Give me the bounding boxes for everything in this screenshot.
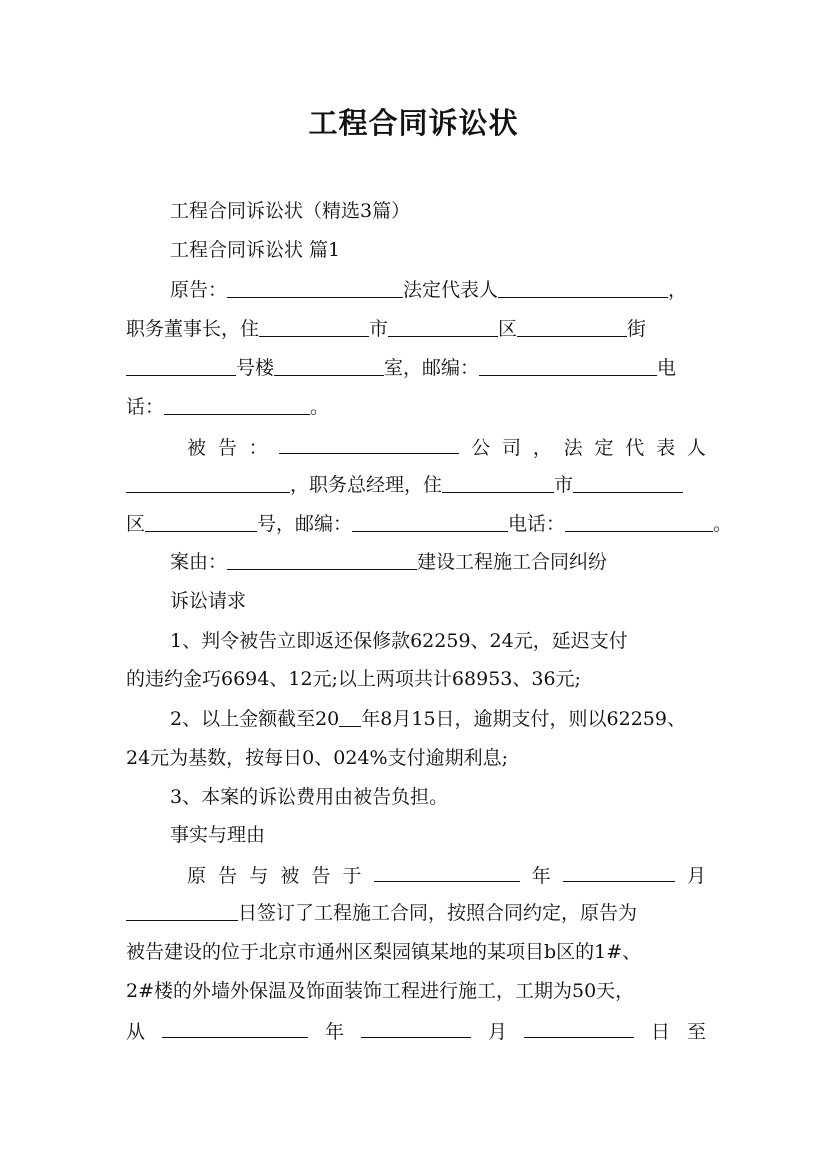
- rep-label: 表: [656, 437, 676, 459]
- defendant-label: 告: [217, 437, 237, 459]
- blank: [274, 355, 384, 376]
- street-label: 街: [627, 318, 647, 340]
- blank: [524, 1017, 634, 1038]
- rep-label: 法: [563, 437, 583, 459]
- year-label: 年: [531, 865, 551, 887]
- facts-heading: 事实与理由: [170, 824, 266, 846]
- month-label: 月: [686, 865, 706, 887]
- building-label: 号楼: [236, 357, 275, 379]
- claim-1-line-2: 的违约金巧6694、12元;以上两项共计68953、36元;: [126, 668, 581, 690]
- company-label: 司: [502, 437, 522, 459]
- blank: [565, 511, 713, 532]
- blank: [164, 394, 310, 415]
- defendant-line-1: [187, 433, 706, 461]
- day-label: 日: [650, 1021, 670, 1043]
- defendant-line-2: [126, 472, 706, 498]
- facts-text: 从: [126, 1021, 146, 1043]
- punctuation: ，: [668, 279, 688, 301]
- tel-label: 话：: [126, 396, 165, 418]
- defendant-line-3: [126, 511, 733, 537]
- punctuation: 。: [310, 396, 330, 418]
- plaintiff-line-3: [126, 355, 706, 381]
- blank: [388, 316, 498, 337]
- blank: [162, 1017, 308, 1038]
- plaintiff-line-2: [126, 316, 706, 342]
- claim-3-line: 3、本案的诉讼费用由被告负担。: [170, 786, 449, 808]
- claim-1-line-1: 1、判令被告立即返还保修款62259、24元，延迟支付: [170, 630, 628, 652]
- blank: [145, 511, 257, 532]
- facts-line-2: [126, 900, 706, 926]
- plaintiff-rep-blank: [498, 277, 668, 298]
- defendant-rep-blank: [126, 472, 290, 493]
- facts-line-5: [126, 1017, 706, 1045]
- subtitle: 工程合同诉讼状（精选3篇）: [170, 200, 411, 222]
- plaintiff-label: 原告：: [170, 279, 228, 301]
- month-label: 月: [487, 1021, 507, 1043]
- plaintiff-line-4: [126, 394, 706, 420]
- district-label: 区: [498, 318, 518, 340]
- claims-heading: 诉讼请求: [170, 590, 247, 612]
- blank: [563, 861, 675, 882]
- claim-2-text: 年8月15日，逾期支付，则以62259、: [361, 708, 686, 730]
- tel-label: 电话：: [508, 513, 566, 535]
- city-label: 市: [554, 474, 574, 496]
- cause-text: 建设工程施工合同纠纷: [417, 551, 608, 573]
- facts-text: 原: [187, 865, 207, 887]
- defendant-label: 被: [187, 437, 207, 459]
- blank: [517, 316, 627, 337]
- facts-text: 告: [311, 865, 331, 887]
- rep-label: 人: [686, 437, 706, 459]
- facts-line-4: 2#楼的外墙外保温及饰面装饰工程进行施工，工期为50天，: [126, 980, 635, 1002]
- punctuation: ，: [532, 437, 552, 459]
- rep-label: 代: [625, 437, 645, 459]
- document-title: 工程合同诉讼状: [308, 106, 519, 140]
- section-heading: 工程合同诉讼状 篇1: [170, 239, 341, 261]
- facts-text: 日签订了工程施工合同，按照合同约定，原告为: [238, 902, 638, 924]
- facts-line-3: 被告建设的位于北京市通州区梨园镇某地的某项目b区的1#、: [126, 941, 642, 963]
- defendant-name-blank: [279, 433, 459, 454]
- plaintiff-name-blank: [227, 277, 403, 298]
- city-label: 市: [369, 318, 389, 340]
- facts-text: 于: [342, 865, 362, 887]
- blank: [361, 1017, 471, 1038]
- cause-line: [170, 549, 706, 575]
- claim-2-line-2: 24元为基数，按每日0、024%支付逾期利息;: [126, 747, 508, 769]
- cause-label: 案由：: [170, 551, 228, 573]
- rep-label: 定: [594, 437, 614, 459]
- facts-text: 被: [280, 865, 300, 887]
- facts-text: 告: [218, 865, 238, 887]
- blank: [227, 549, 417, 570]
- district-label: 区: [126, 513, 146, 535]
- blank: [126, 900, 238, 921]
- blank: [339, 706, 361, 727]
- year-label: 年: [324, 1021, 344, 1043]
- plaintiff-rep-label: 法定代表人: [403, 279, 499, 301]
- blank: [479, 355, 657, 376]
- claim-2-text: 2、以上金额截至20: [170, 708, 340, 730]
- facts-line-1: [187, 861, 706, 889]
- blank: [126, 355, 236, 376]
- postcode-label: 号，邮编：: [257, 513, 353, 535]
- blank: [352, 511, 508, 532]
- plaintiff-line-1: [170, 277, 706, 303]
- facts-text: 至: [686, 1021, 706, 1043]
- blank: [442, 472, 554, 493]
- punctuation: 。: [713, 513, 733, 535]
- tel-label: 电: [657, 357, 677, 379]
- defendant-position: ，职务总经理，住: [290, 474, 443, 496]
- blank: [374, 861, 520, 882]
- blank: [259, 316, 369, 337]
- claim-2-line-1: [170, 706, 706, 732]
- company-label: 公: [471, 437, 491, 459]
- blank: [573, 472, 683, 493]
- plaintiff-position: 职务董事长，住: [126, 318, 260, 340]
- punctuation: ：: [248, 437, 268, 459]
- postcode-label: 室，邮编：: [384, 357, 480, 379]
- facts-text: 与: [249, 865, 269, 887]
